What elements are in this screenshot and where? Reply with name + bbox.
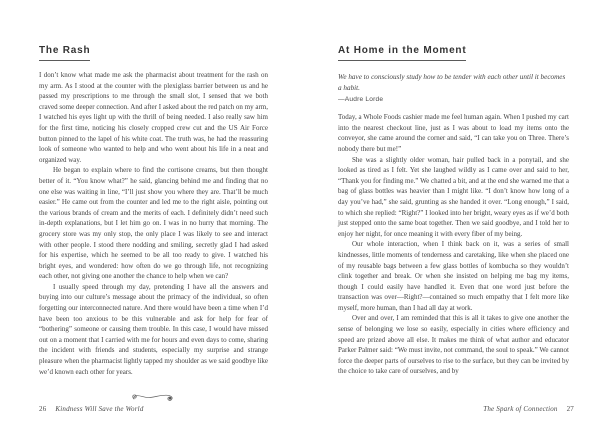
body-paragraph: She was a slightly older woman, hair pulled back in a ponytail, and she looked as tired as I felt. Yet she laughed wildly as I came over and said to her, “Thank you for finding me.” We chatted a bit, and at the end she warned me that a bag of glass bottles was heavier than I might like. “I don’t know how long of a day you’ve had,” she said, grunting as she handed it over. “Long enough,” I said, to which she replied: “Right?” I looked into her bright, weary eyes as if we’d both just stepped onto the same boat together. Then we said goodbye, and I told her to enjoy her night, for once meaning it with every fiber of my being. <box>338 155 569 238</box>
right-page <box>338 40 569 377</box>
left-page-body <box>39 70 268 377</box>
book-title: Kindness Will Save the World <box>55 405 144 413</box>
body-paragraph: He began to explain where to find the cortisone creams, but then thought better of it. “You know what?” he said, glancing behind me and finding that no one else was waiting in line, “I’ll just show you where they are. That’ll be much easier.” He came out from the counter and led me to the right aisle, pointing out the various brands of cream and the merits of each. I definitely didn’t need such in-depth explanations, but I let him go on. I was in no hurry that morning. The grocery store was my only stop, the only place I was likely to see and interact with other people. I stood there nodding and smiling, secretly glad I had asked for his expertise, which he seemed to be all too ready to give. I watched his bright eyes, and wondered: how often do we go through life, not recognizing each other, not giving one another the chance to help when we can? <box>39 166 268 281</box>
body-paragraph: I usually speed through my day, pretending I have all the answers and buying into our culture’s message about the primacy of the individual, so often forgetting our interconnected nature. And there would have been a time when I’d have been too anxious to be this vulnerable and ask for help for fear of “bothering” someone or causing them trouble. In this case, I would have missed out on a moment that I carried with me for hours and even days to come, sharing the incident with friends and students, especially my surprise and strange pleasure when the pharmacist lightly tapped my shoulder as we said goodbye like we’d known each other for years. <box>39 282 268 376</box>
right-page-body <box>338 112 569 377</box>
chapter-running-title: The Spark of Connection <box>483 405 558 413</box>
epigraph-attribution: —Audre Lorde <box>338 96 384 104</box>
left-chapter-heading: The Rash <box>39 45 90 61</box>
body-paragraph: I don’t know what made me ask the pharmacist about treatment for the rash on my arm. As I stood at the counter with the plexiglass barrier between us and he passed my prescriptions to me through the small slot, I sensed that we both craved some deeper connection. And after I asked about the red patch on my arm, I watched his eyes light up with the thrill of being needed. I also really saw him for the first time, noticing his closely cropped crew cut and the US Air Force button pinned to the lapel of his white coat. The truth was, he had the reassuring look of someone who wanted to help and who went about his life in a neat and organized way. <box>39 71 268 164</box>
right-chapter-heading: At Home in the Moment <box>338 45 466 61</box>
page-number: 27 <box>566 405 574 413</box>
left-page <box>39 40 268 408</box>
left-page-footer <box>39 405 144 413</box>
epigraph: We have to consciously study how to be tender with each other until it becomes a habit. <box>338 73 566 92</box>
body-paragraph: Today, a Whole Foods cashier made me feel human again. When I pushed my cart into the nearest checkout line, just as I was about to load my items onto the conveyor, she came around the corner and said, “I can take you on Three. There’s nobody there but me!” <box>338 113 569 153</box>
right-page-footer <box>483 405 574 413</box>
body-paragraph: Our whole interaction, when I think back on it, was a series of small kindnesses, little moments of tenderness and caretaking, like when she placed one of my reusable bags between a few glass bottles of kombucha so they wouldn’t clink together and break. Or when she insisted on helping me bag my items, though I could easily have handled it. Even that one word just before the transaction was over—Right?—contained so much empathy that I felt more like myself, more human, than I had all day at work. <box>338 240 569 312</box>
page-number: 26 <box>39 405 47 413</box>
body-paragraph: Over and over, I am reminded that this is all it takes to give one another the sense of belonging we lose so easily, especially in cities where efficiency and speed are prized above all else. It makes me think of what author and educator Parker Palmer said: “We must invite, not command, the soul to speak.” We cannot force the deeper parts of ourselves to rise to the surface, but they can be invited by the choice to take care of ourselves, and by <box>338 314 569 376</box>
calligraphic-flourish-icon <box>130 389 178 403</box>
